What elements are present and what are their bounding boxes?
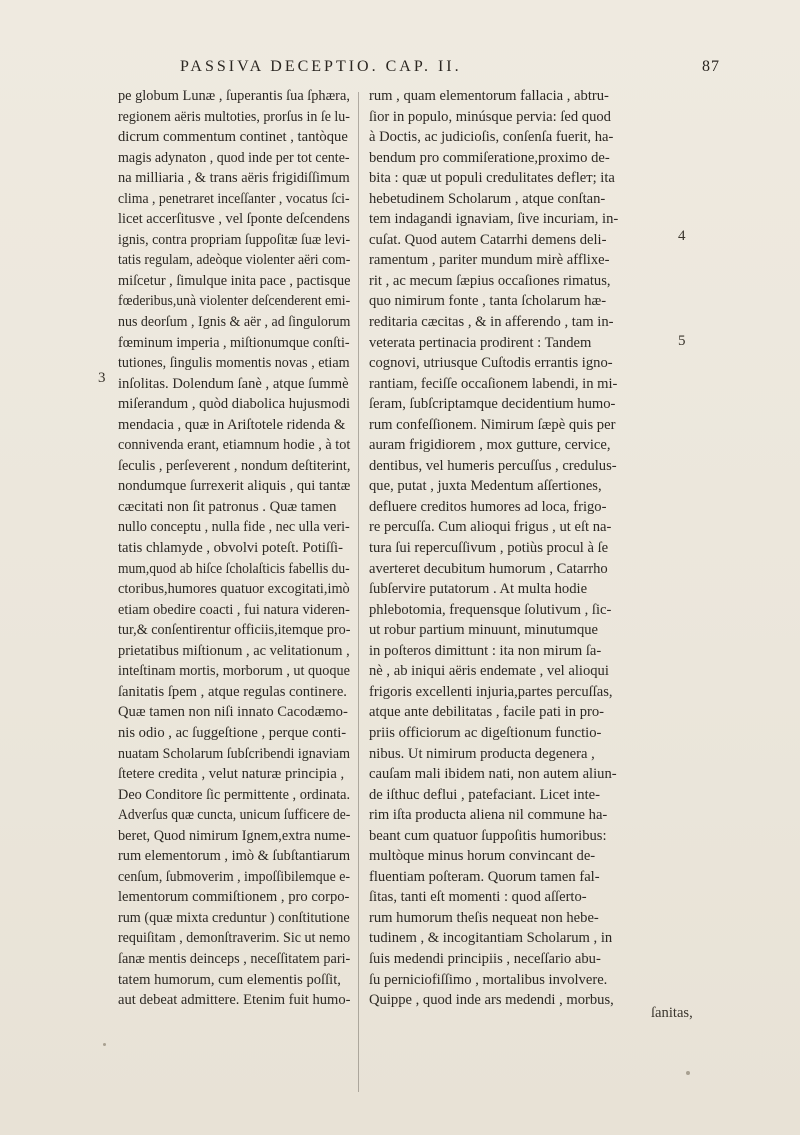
left-column (118, 86, 350, 1011)
text-line: ſior in populo, minúsque pervia: ſed quod (369, 108, 611, 125)
text-line: atque ante debilitatas , facile pati in pro- (369, 704, 605, 721)
margin-note-4: 4 (678, 228, 686, 244)
text-line: veterata pertinacia prodirent : Tandem (369, 334, 592, 351)
text-line: tur,& conſentirentur officiis,itemque pro- (118, 622, 351, 639)
text-line: hebetudinem Scholarum , atque conſtan- (369, 190, 606, 207)
text-line: reditaria cæcitas , & in afferendo , tam in- (369, 314, 614, 331)
text-line: de iſthuc deflui , patefaciant. Licet inte- (369, 786, 600, 803)
text-line: ramentum , pariter mundum mirè afflixe- (369, 252, 610, 269)
text-line: in poſteros dimittunt : ita non mirum ſa- (369, 642, 602, 659)
text-line: ſanitatis ſpem , atque regulas continere. (118, 683, 347, 700)
text-line: à Doctis, ac judicioſis, conſenſa fuerit, ha- (369, 129, 614, 146)
text-line: rum , quam elementorum fallacia , abtru- (369, 88, 609, 104)
text-line: nullo conceptu , nulla fide , nec ulla veri- (118, 519, 350, 536)
text-line: ſu perniciofiſſimo , mortalibus involvere. (369, 971, 608, 988)
text-line: ſubſervire putatorum . At multa hodie (369, 581, 588, 598)
text-line: rum humorum theſis nequeat non hebe- (369, 909, 599, 926)
text-line: mendacia , quæ in Ariſtotele ridenda & (118, 416, 346, 433)
text-line: nè , ab iniqui aëris endemate , vel alioqui (369, 663, 609, 680)
text-line: nuatam Scholarum ſubſcribendi ignaviam (118, 745, 350, 762)
text-line: defluere creditos humores ad loca, frigo- (369, 498, 607, 515)
text-line: cauſam mali ibidem nati, non autem aliun- (369, 766, 617, 783)
text-line: rim iſta producta aliena nil commune ha- (369, 807, 608, 824)
text-line: bita : quæ ut populi credulitates defleт; ita (369, 170, 615, 187)
page-header (180, 58, 740, 84)
text-line: cenſum, ſubmoverim , impoſſibilemque e- (118, 868, 350, 885)
text-line: dicrum commentum continet , tantòque (118, 129, 348, 146)
text-line: magis adynaton , quod inde per tot cente- (118, 149, 350, 166)
paper-speck (686, 1071, 690, 1075)
text-line: miſcetur , ſimulque inita pace , pactisque (118, 272, 351, 289)
text-line: regionem aëris multoties, prorſus in ſe lu- (118, 108, 350, 125)
text-line: beant cum quatuor ſuppoſitis humoribus: (369, 827, 607, 844)
text-line: tatis regulam, adeòque violenter aëri com- (118, 252, 351, 269)
text-line: beret, Quod nimirum Ignem,extra nume- (118, 827, 351, 844)
text-line: mum,quod ab hiſce ſcholaſticis fabellis du- (118, 560, 350, 577)
text-line: nis odio , ac ſuggeſtione , perque conti- (118, 724, 347, 741)
text-line: phlebotomia, frequensque ſolutivum , ſic- (369, 601, 612, 618)
text-line: priis officiorum ac digeſtionum functio- (369, 724, 602, 741)
text-line: ctoribus,humores quatuor excogitati,imò (118, 581, 350, 598)
text-line: rum (quæ mixta creduntur ) conſtitutione (118, 909, 350, 926)
text-line: tem indagandi ignaviam, ſive incuriam, in- (369, 211, 619, 228)
text-line: miſerandum , quòd diabolica hujusmodi (118, 396, 351, 413)
text-line: aut debeat admittere. Etenim fuit humo- (118, 992, 351, 1009)
text-line: ſitas, tanti eſt momenti : quod aſſerto- (369, 889, 587, 906)
text-line: rum confeſſionem. Nimirum ſæpè quis per (369, 416, 616, 433)
text-line: Deo Conditore ſic permittente , ordinata. (118, 786, 351, 803)
text-line: tutiones, ſingulis momentis novas , etiam (118, 355, 350, 372)
text-line: tatis chlamyde , obvolvi poteſt. Potiſſi- (118, 540, 343, 557)
text-line: quo nimirum fonte , tanta ſcholarum hæ- (369, 293, 607, 310)
page-number: 87 (702, 58, 720, 75)
text-line: na milliaria , & trans aëris frigidiſſimum (118, 170, 350, 187)
text-line: prietatibus miſtionum , ac velitationum , (118, 642, 350, 659)
text-line: licet accerſitusve , vel ſponte deſcendens (118, 211, 350, 228)
text-line: Quippe , quod inde ars medendi , morbus, (369, 992, 614, 1009)
text-line: dentibus, vel humeris percuſſus , credulus- (369, 457, 617, 474)
margin-note-5: 5 (678, 333, 686, 349)
text-line: inteſtinam mortis, morborum , ut quoque (118, 663, 350, 680)
text-line: etiam obedire coacti , fui natura videren- (118, 601, 350, 618)
paper-speck (103, 1043, 106, 1046)
text-line: requiſitam , demonſtraverim. Sic ut nemo (118, 930, 351, 947)
text-line: rantiam, feciſſe occaſionem labendi, in mi- (369, 375, 618, 392)
text-line: lementorum commiſtionem , pro corpo- (118, 889, 350, 906)
text-line: tura ſui repercuſſivum , potiùs procul à ſe (369, 540, 609, 557)
text-line: nibus. Ut nimirum producta degenera , (369, 745, 595, 762)
text-line: fœminum imperia , miſtionumque conſti- (118, 334, 350, 351)
text-line: Quæ tamen non niſi innato Cacodæmo- (118, 704, 348, 721)
text-line: rum elementorum , imò & ſubſtantiarum (118, 848, 351, 865)
text-line: averteret decubitum humorum , Catarrho (369, 560, 608, 577)
text-line: nondumque ſurrexerit aliquis , qui tantæ (118, 478, 351, 495)
text-line: ſtetere credita , velut naturæ principia , (118, 766, 345, 783)
margin-note-3: 3 (98, 370, 106, 386)
text-line: Adverſus quæ cuncta, unicum ſufficere de- (118, 807, 351, 824)
text-line: ignis, contra propriam ſuppoſitæ ſuæ levi- (118, 231, 351, 248)
text-line: rit , ac mecum ſæpius occaſiones rimatus, (369, 272, 611, 289)
text-line: connivenda erant, etiamnum hodie , à tot (118, 437, 351, 454)
text-line: nus deorſum , Ignis & aër , ad ſingulorum (118, 314, 351, 331)
text-line: clima , penetraret inceſſanter , vocatus ſci- (118, 190, 350, 207)
text-line: re percuſſa. Cum alioqui frigus , ut eſt na- (369, 519, 612, 536)
text-line: frigoris excellenti injuria,partes percuſſas, (369, 683, 613, 700)
text-line: ſeram, ſubſcriptamque decidentium humo- (369, 396, 616, 413)
running-title: PASSIVA DECEPTIO. CAP. II. (180, 58, 462, 75)
text-line: tudinem , & incogitantiam Scholarum , in (369, 930, 613, 947)
text-line: ſuis medendi principiis , neceſſario abu- (369, 950, 601, 967)
text-line: bendum pro commiſeratione,proximo de- (369, 149, 610, 166)
column-divider (358, 92, 359, 1092)
text-line: cuſat. Quod autem Catarrhi demens deli- (369, 231, 607, 248)
text-line: multòque minus horum convincant de- (369, 848, 596, 865)
text-line: cæcitati non ſit patronus . Quæ tamen (118, 498, 337, 515)
text-line: ſanæ mentis deinceps , neceſſitatem pari- (118, 950, 351, 967)
text-line: ut robur partium minuunt, minutumque (369, 622, 599, 639)
text-line: inſolitas. Dolendum ſanè , atque ſummè (118, 375, 349, 392)
text-line: pe globum Lunæ , ſuperantis ſua ſphæra, (118, 88, 350, 104)
text-line: cognovi, utriusque Cuſtodis errantis igno- (369, 355, 613, 372)
text-line: que, putat , juxta Medentum aſſertiones, (369, 478, 602, 495)
right-column (369, 86, 675, 1011)
catchword: ſanitas, (651, 1005, 693, 1021)
text-line: ſeculis , perſeverent , nondum deſtiterint, (118, 457, 351, 474)
text-line: fluentiam poſteram. Quorum tamen fal- (369, 868, 600, 885)
text-line: auram frigidiorem , mox gutture, cervice, (369, 437, 611, 454)
text-line: fœderibus,unà violenter deſcenderent emi- (118, 293, 351, 310)
text-line: tatem humorum, cum elementis poſſit, (118, 971, 341, 988)
